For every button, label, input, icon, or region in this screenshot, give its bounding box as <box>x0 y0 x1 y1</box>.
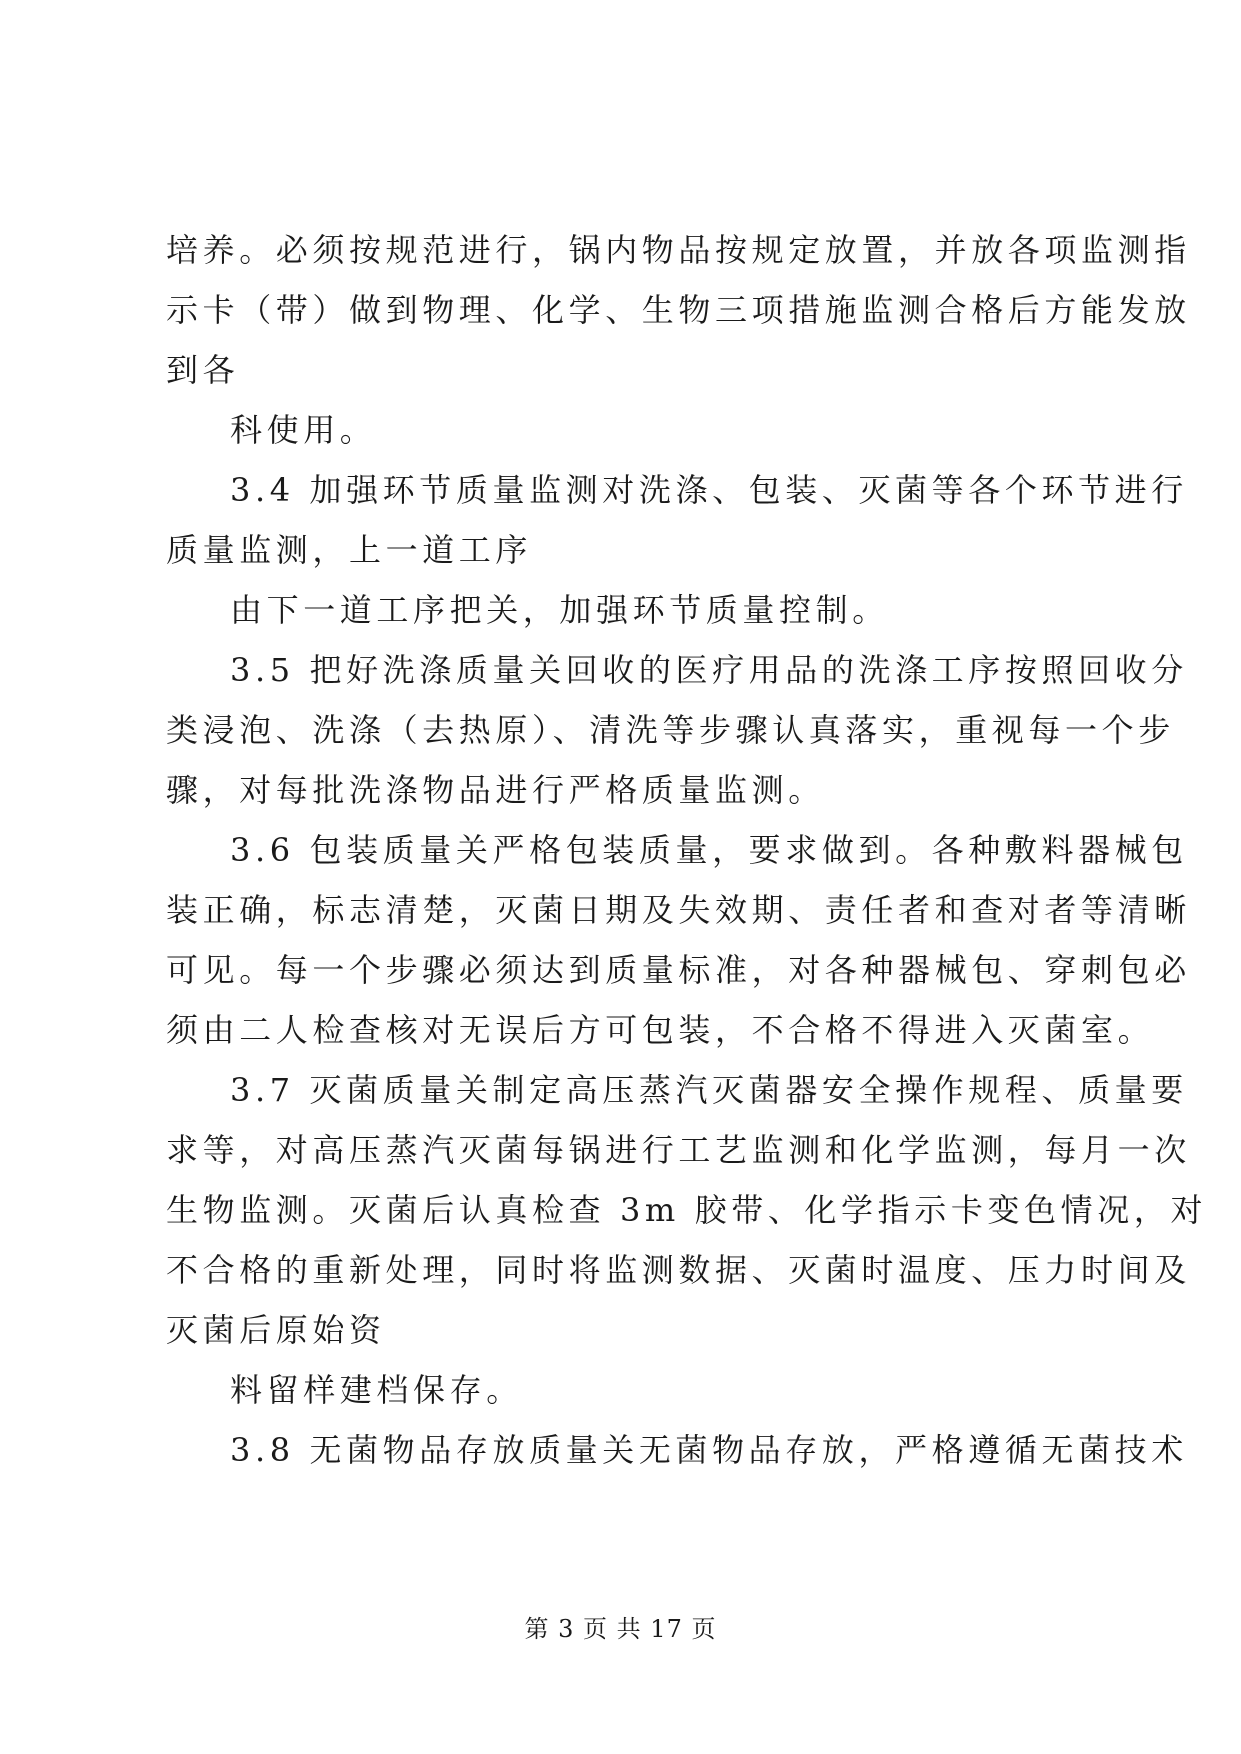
text-line: 3.8 无菌物品存放质量关无菌物品存放，严格遵循无菌技术 <box>230 1431 1188 1469</box>
text-line: 3.7 灭菌质量关制定高压蒸汽灭菌器安全操作规程、质量要 <box>230 1071 1188 1109</box>
text-line: 3.4 加强环节质量监测对洗涤、包装、灭菌等各个环节进行 <box>230 471 1188 509</box>
text-line: 须由二人检查核对无误后方可包装，不合格不得进入灭菌室。 <box>166 1011 1155 1049</box>
text-line: 科使用。 <box>230 411 377 449</box>
text-line: 装正确，标志清楚，灭菌日期及失效期、责任者和查对者等清晰 <box>166 891 1191 929</box>
text-line: 示卡（带）做到物理、化学、生物三项措施监测合格后方能发放 <box>166 291 1191 329</box>
text-line: 培养。必须按规范进行，锅内物品按规定放置，并放各项监测指 <box>166 231 1191 269</box>
text-line: 求等，对高压蒸汽灭菌每锅进行工艺监测和化学监测，每月一次 <box>166 1131 1191 1169</box>
text-line: 由下一道工序把关，加强环节质量控制。 <box>230 591 889 629</box>
text-line: 骤，对每批洗涤物品进行严格质量监测。 <box>166 771 825 809</box>
text-line: 到各 <box>166 351 240 389</box>
text-line: 可见。每一个步骤必须达到质量标准，对各种器械包、穿刺包必 <box>166 951 1191 989</box>
text-line: 不合格的重新处理，同时将监测数据、灭菌时温度、压力时间及 <box>166 1251 1191 1289</box>
text-line: 质量监测，上一道工序 <box>166 531 533 569</box>
page-number-footer: 第 3 页 共 17 页 <box>524 1615 717 1643</box>
text-line: 3.5 把好洗涤质量关回收的医疗用品的洗涤工序按照回收分 <box>230 651 1188 689</box>
text-line: 生物监测。灭菌后认真检查 3m 胶带、化学指示卡变色情况，对 <box>166 1191 1208 1229</box>
body-text <box>166 230 1208 1471</box>
text-line: 3.6 包装质量关严格包装质量，要求做到。各种敷料器械包 <box>230 831 1188 869</box>
text-line: 灭菌后原始资 <box>166 1311 386 1349</box>
text-line: 类浸泡、洗涤（去热原）、清洗等步骤认真落实，重视每一个步 <box>166 711 1175 749</box>
text-line: 料留样建档保存。 <box>230 1371 523 1409</box>
